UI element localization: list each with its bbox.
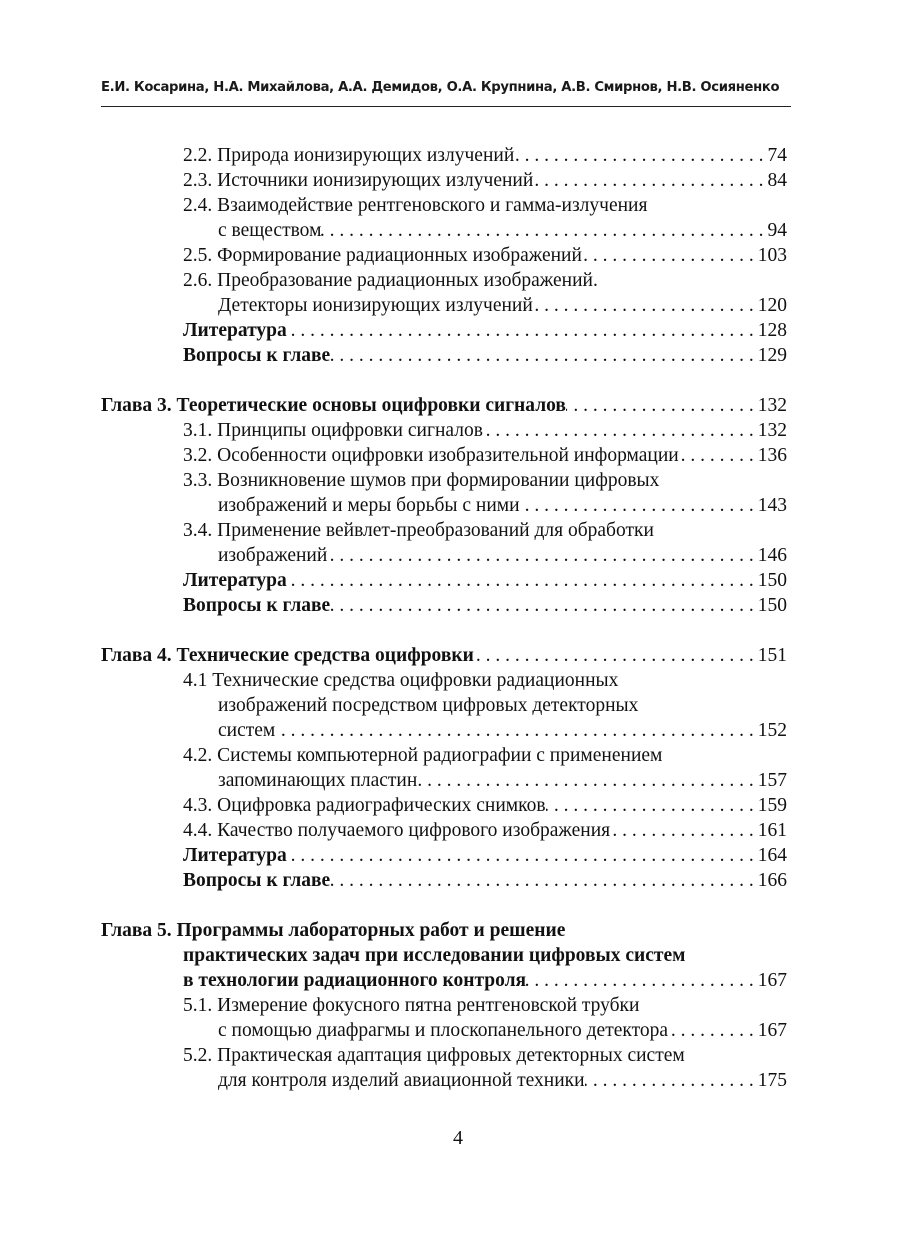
dot-leader (275, 718, 753, 743)
entry-title: с помощью диафрагмы и плоскопанельного детектора (218, 1020, 669, 1041)
toc-page-number: 129 (757, 345, 787, 366)
toc-page-number: 132 (757, 395, 787, 416)
entry-title: систем (218, 720, 276, 741)
toc-page-number: 152 (757, 720, 787, 741)
entry-title: 2.2. Природа ионизирующих излучений (183, 145, 515, 166)
entry-title: Литература (183, 845, 287, 866)
toc-page-number: 146 (757, 545, 787, 566)
table-of-contents (0, 143, 916, 1093)
toc-page-number: 175 (757, 1070, 787, 1091)
dot-leader (585, 1068, 754, 1093)
entry-title: 4.4. Качество получаемого цифрового изображения (183, 820, 611, 841)
toc-entry-line (0, 1018, 916, 1043)
entry-title: 3.1. Принципы оцифровки сигналов (183, 420, 483, 441)
entry-title: 4.3. Оцифровка радиографических снимков (183, 795, 546, 816)
toc-entry-line (0, 143, 916, 168)
entry-title: Литература (183, 320, 287, 341)
dot-leader (610, 818, 754, 843)
toc-entry-line (0, 343, 916, 368)
dot-leader (287, 568, 754, 593)
dot-leader (287, 318, 754, 343)
section-gap (0, 893, 916, 918)
toc-entry-line (0, 468, 916, 493)
toc-entry-line (0, 268, 916, 293)
entry-title: изображений (218, 545, 328, 566)
entry-title: 3.3. Возникновение шумов при формировании цифровых (183, 470, 660, 491)
toc-page-number: 167 (757, 1020, 787, 1041)
entry-title: Детекторы ионизирующих излучений (218, 295, 533, 316)
toc-entry-line (0, 818, 916, 843)
entry-title: для контроля изделий авиационной техники (218, 1070, 585, 1091)
toc-chapter-line (0, 643, 916, 668)
toc-entry-line (0, 243, 916, 268)
toc-page-number: 164 (757, 845, 787, 866)
toc-page-number: 143 (757, 495, 787, 516)
dot-leader (330, 593, 754, 618)
dot-leader (321, 218, 763, 243)
toc-page-number: 159 (757, 795, 787, 816)
toc-entry-line (0, 493, 916, 518)
entry-title: 4.2. Системы компьютерной радиографии с применением (183, 745, 663, 766)
toc-entry-line (0, 843, 916, 868)
dot-leader (483, 418, 754, 443)
toc-entry-line (0, 743, 916, 768)
toc-entry-line (0, 293, 916, 318)
toc-entry-line (0, 868, 916, 893)
entry-title: Вопросы к главе (183, 345, 331, 366)
entry-title: 2.4. Взаимодействие рентгеновского и гамма-излучения (183, 195, 648, 216)
toc-chapter-line (0, 918, 916, 943)
entry-title: с веществом (218, 220, 322, 241)
dot-leader (330, 343, 754, 368)
toc-entry-line (0, 993, 916, 1018)
entry-title: 4.1 Технические средства оцифровки радиационных (183, 670, 619, 691)
toc-entry-line (0, 1043, 916, 1068)
toc-entry-line (0, 218, 916, 243)
dot-leader (514, 143, 763, 168)
entry-title: 5.2. Практическая адаптация цифровых детекторных систем (183, 1045, 685, 1066)
toc-entry-line (0, 318, 916, 343)
toc-entry-line (0, 543, 916, 568)
toc-entry-line (0, 193, 916, 218)
dot-leader (566, 393, 754, 418)
toc-page-number: 166 (757, 870, 787, 891)
toc-page-number: 94 (767, 220, 787, 241)
dot-leader (474, 643, 754, 668)
dot-leader (330, 868, 754, 893)
toc-page-number: 128 (757, 320, 787, 341)
dot-leader (520, 493, 754, 518)
header-rule (101, 106, 791, 107)
toc-entry-line (0, 768, 916, 793)
entry-title: запоминающих пластин (218, 770, 418, 791)
toc-entry-line (0, 693, 916, 718)
toc-page-number: 84 (767, 170, 787, 191)
dot-leader (679, 443, 754, 468)
toc-chapter-line (0, 968, 916, 993)
toc-page-number: 150 (757, 595, 787, 616)
chapter-title: в технологии радиационного контроля (183, 970, 527, 991)
chapter-title: Глава 5. Программы лабораторных работ и решение (101, 920, 566, 941)
toc-chapter-line (0, 393, 916, 418)
toc-chapter-line (0, 943, 916, 968)
dot-leader (526, 968, 754, 993)
toc-entry-line (0, 668, 916, 693)
toc-entry-line (0, 593, 916, 618)
entry-title: 2.5. Формирование радиационных изображений (183, 245, 582, 266)
toc-entry-line (0, 1068, 916, 1093)
entry-title: 5.1. Измерение фокусного пятна рентгеновской трубки (183, 995, 640, 1016)
toc-page-number: 136 (757, 445, 787, 466)
dot-leader (417, 768, 753, 793)
toc-entry-line (0, 718, 916, 743)
dot-leader (668, 1018, 754, 1043)
toc-entry-line (0, 568, 916, 593)
toc-page-number: 103 (757, 245, 787, 266)
dot-leader (287, 843, 754, 868)
section-gap (0, 618, 916, 643)
toc-page-number: 120 (757, 295, 787, 316)
entry-title: изображений и меры борьбы с ними (218, 495, 520, 516)
chapter-title: Глава 3. Теоретические основы оцифровки сигналов (101, 395, 566, 416)
entry-title: 3.2. Особенности оцифровки изобразительной информации (183, 445, 679, 466)
entry-title: изображений посредством цифровых детекторных (218, 695, 639, 716)
entry-title: 3.4. Применение вейвлет-преобразований для обработки (183, 520, 654, 541)
entry-title: Литература (183, 570, 287, 591)
toc-page-number: 167 (757, 970, 787, 991)
running-header: Е.И. Косарина, Н.А. Михайлова, А.А. Демидов, О.А. Крупнина, А.В. Смирнов, Н.В. Осияненко (101, 80, 780, 95)
dot-leader (546, 793, 754, 818)
toc-entry-line (0, 518, 916, 543)
dot-leader (582, 243, 754, 268)
toc-entry-line (0, 168, 916, 193)
dot-leader (327, 543, 753, 568)
toc-entry-line (0, 793, 916, 818)
page-number: 4 (453, 1127, 463, 1149)
toc-page-number: 157 (757, 770, 787, 791)
toc-page-number: 150 (757, 570, 787, 591)
toc-page-number: 151 (757, 645, 787, 666)
entry-title: Вопросы к главе (183, 595, 331, 616)
toc-entry-line (0, 443, 916, 468)
toc-page-number: 132 (757, 420, 787, 441)
dot-leader (533, 168, 763, 193)
section-gap (0, 368, 916, 393)
chapter-title: Глава 4. Технические средства оцифровки (101, 645, 474, 666)
dot-leader (533, 293, 754, 318)
chapter-title: практических задач при исследовании цифровых систем (183, 945, 686, 966)
toc-entry-line (0, 418, 916, 443)
entry-title: 2.6. Преобразование радиационных изображений. (183, 270, 598, 291)
entry-title: Вопросы к главе (183, 870, 331, 891)
toc-page-number: 74 (767, 145, 787, 166)
toc-page-number: 161 (757, 820, 787, 841)
entry-title: 2.3. Источники ионизирующих излучений (183, 170, 534, 191)
